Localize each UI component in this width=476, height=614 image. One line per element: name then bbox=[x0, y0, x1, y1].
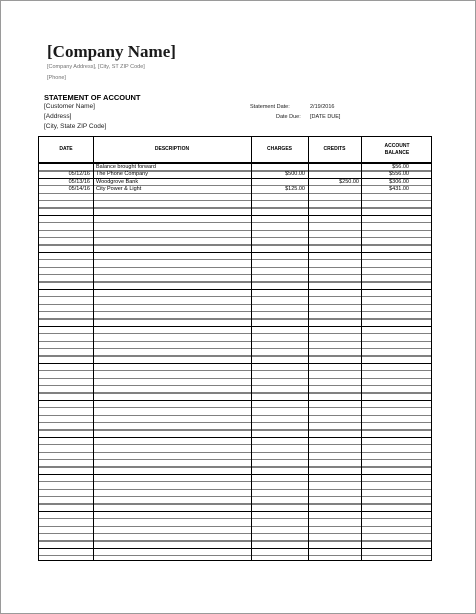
header-account-balance: ACCOUNT BALANCE bbox=[384, 142, 410, 156]
row-date: 05/12/16 bbox=[68, 171, 90, 178]
date-due-label: Date Due: bbox=[276, 114, 301, 120]
row-balance: $431.00 bbox=[389, 186, 409, 193]
company-phone: [Phone] bbox=[47, 75, 66, 81]
statement-date-label: Statement Date: bbox=[250, 104, 290, 110]
column-divider bbox=[308, 137, 309, 560]
header-description: DESCRIPTION bbox=[154, 146, 190, 152]
table-row[interactable] bbox=[39, 164, 431, 171]
company-name: [Company Name] bbox=[47, 42, 176, 61]
row-description: The Phone Company bbox=[96, 171, 148, 178]
customer-city-line: [City, State ZIP Code] bbox=[44, 123, 107, 130]
table-body bbox=[39, 164, 431, 560]
header-credits: CREDITS bbox=[323, 146, 346, 152]
row-date: 05/14/16 bbox=[68, 186, 90, 193]
column-divider bbox=[361, 137, 362, 560]
row-balance: $556.00 bbox=[389, 171, 409, 178]
row-description: City Power & Light bbox=[96, 186, 142, 193]
row-credits: $250.00 bbox=[339, 178, 359, 185]
row-balance: $56.00 bbox=[392, 164, 409, 170]
header-charges: CHARGES bbox=[266, 146, 292, 152]
customer-name: [Customer Name] bbox=[44, 103, 95, 110]
table-row[interactable] bbox=[39, 186, 431, 193]
row-description: Balance brought forward bbox=[96, 164, 156, 170]
date-due-value: [DATE DUE] bbox=[310, 114, 341, 120]
row-charges: $125.00 bbox=[285, 186, 305, 193]
column-divider bbox=[251, 137, 252, 560]
table-header bbox=[39, 137, 431, 164]
customer-address: [Address] bbox=[44, 113, 72, 120]
header-date: DATE bbox=[59, 146, 73, 152]
row-description: Woodgrove Bank bbox=[96, 178, 139, 185]
account-table bbox=[38, 136, 432, 561]
company-address: [Company Address], [City, ST ZIP Code] bbox=[47, 64, 145, 70]
statement-date-value: 2/19/2016 bbox=[310, 104, 335, 110]
table-row[interactable] bbox=[39, 171, 431, 178]
column-divider bbox=[93, 137, 94, 560]
table-row[interactable] bbox=[39, 179, 431, 186]
row-balance: $306.00 bbox=[389, 178, 409, 185]
statement-title: STATEMENT OF ACCOUNT bbox=[44, 93, 141, 102]
row-date: 05/13/16 bbox=[68, 178, 90, 185]
row-charges: $500.00 bbox=[285, 171, 305, 178]
